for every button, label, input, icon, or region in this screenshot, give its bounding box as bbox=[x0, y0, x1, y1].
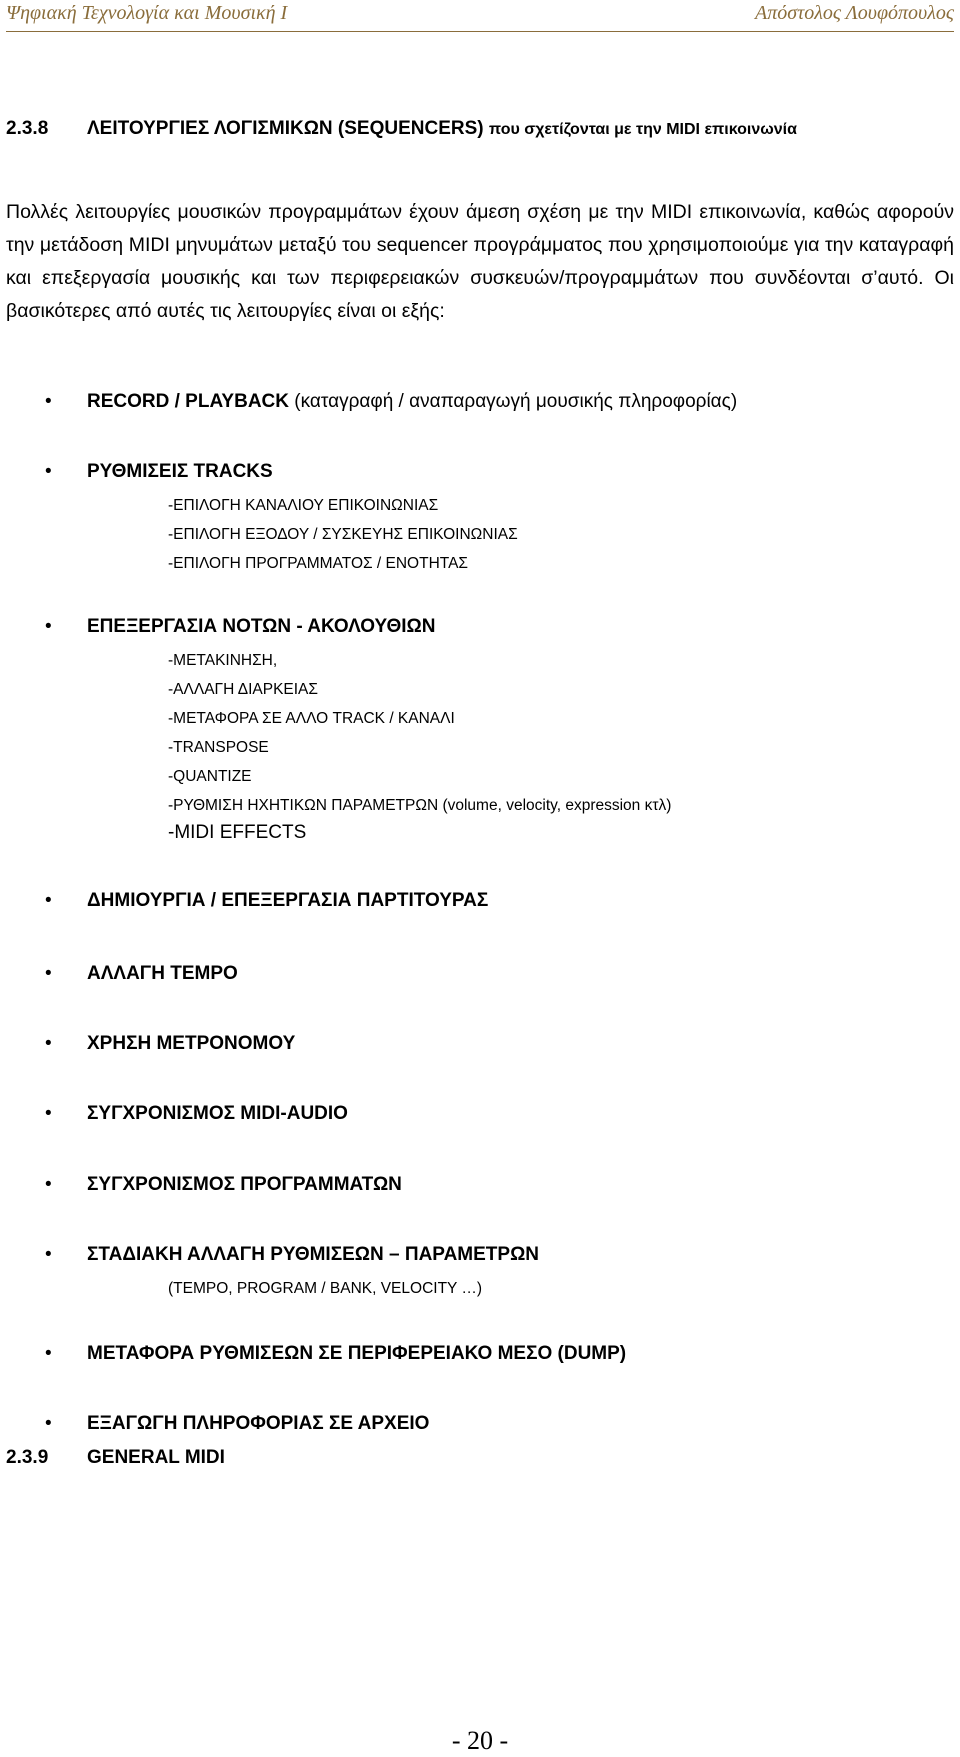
list-item-label: ΕΞΑΓΩΓΗ ΠΛΗΡΟΦΟΡΙΑΣ ΣΕ ΑΡΧΕΙΟ bbox=[87, 1413, 430, 1434]
section-number: 2.3.8 bbox=[6, 118, 49, 139]
list-item-editing bbox=[87, 616, 436, 638]
sub-item: -ΕΠΙΛΟΓΗ ΕΞΟΔΟΥ / ΣΥΣΚΕΥΗΣ ΕΠΙΚΟΙΝΩΝΙΑΣ bbox=[168, 526, 518, 543]
sub-item: (TEMPO, PROGRAM / BANK, VELOCITY …) bbox=[168, 1280, 483, 1297]
header-course-title: Ψηφιακή Τεχνολογία και Μουσική Ι bbox=[6, 2, 288, 24]
header-author: Απόστολος Λουφόπουλος bbox=[755, 2, 954, 24]
header-divider bbox=[6, 31, 954, 32]
section-title: ΛΕΙΤΟΥΡΓΙΕΣ ΛΟΓΙΣΜΙΚΩΝ (SEQUENCERS) bbox=[87, 118, 484, 139]
list-item-metronome bbox=[87, 1033, 295, 1055]
list-item-label: ΣΥΓΧΡΟΝΙΣΜΟΣ MIDI-AUDIO bbox=[87, 1103, 348, 1124]
page-header bbox=[6, 2, 954, 32]
sub-item: -ΑΛΛΑΓΗ ΔΙΑΡΚΕΙΑΣ bbox=[168, 681, 318, 698]
sub-item: -QUANTIZE bbox=[168, 768, 252, 785]
section-heading-2 bbox=[6, 1447, 225, 1469]
intro-paragraph: Πολλές λειτουργίες μουσικών προγραμμάτων έχουν άμεση σχέση με την MIDI επικοινωνία, καθώς αφορούν την μετάδοση MIDI μηνυμάτων μεταξύ του sequencer προγράμματος που χρησιμοποιούμε για την καταγραφή και επεξεργασία μουσικής και των περιφερειακών συσκευών/προγραμμάτων που συνδέονται σ’αυτό. Οι βασικότερες από αυτές τις λειτουργίες είναι οι εξής: bbox=[6, 201, 954, 322]
section-number: 2.3.9 bbox=[6, 1447, 49, 1468]
list-item-label: ΣΥΓΧΡΟΝΙΣΜΟΣ ΠΡΟΓΡΑΜΜΑΤΩΝ bbox=[87, 1174, 402, 1195]
list-item-sync-programs bbox=[87, 1174, 402, 1196]
list-item-label: ΕΠΕΞΕΡΓΑΣΙΑ ΝΟΤΩΝ - ΑΚΟΛΟΥΘΙΩΝ bbox=[87, 616, 436, 637]
list-item-gradual-change bbox=[87, 1244, 539, 1266]
list-item-label: ΜΕΤΑΦΟΡΑ ΡΥΘΜΙΣΕΩΝ ΣΕ ΠΕΡΙΦΕΡΕΙΑΚΟ ΜΕΣΟ (DUMP) bbox=[87, 1343, 627, 1364]
sub-item: -ΜΕΤΑΦΟΡΑ ΣΕ ΑΛΛΟ TRACK / ΚΑΝΑΛΙ bbox=[168, 710, 455, 727]
list-item-label: ΡΥΘΜΙΣΕΙΣ TRACKS bbox=[87, 461, 273, 482]
section-heading bbox=[6, 118, 797, 140]
section-title: GENERAL MIDI bbox=[87, 1447, 225, 1468]
list-item-dump bbox=[87, 1343, 626, 1365]
list-item-label: ΔΗΜΙΟΥΡΓΙΑ / ΕΠΕΞΕΡΓΑΣΙΑ ΠΑΡΤΙΤΟΥΡΑΣ bbox=[87, 890, 489, 911]
list-item-note: (καταγραφή / αναπαραγωγή μουσικής πληροφορίας) bbox=[294, 391, 738, 412]
list-item-score bbox=[87, 890, 488, 912]
page-number: - 20 - bbox=[451, 1726, 509, 1755]
list-item-label: ΧΡΗΣΗ ΜΕΤΡΟΝΟΜΟΥ bbox=[87, 1033, 296, 1054]
list-item-label: ΑΛΛΑΓΗ ΤΕΜΡΟ bbox=[87, 963, 238, 984]
sub-item: -MIDI EFFECTS bbox=[168, 822, 307, 843]
list-item-sync-midi-audio bbox=[87, 1103, 348, 1125]
section-title-suffix: που σχετίζονται με την MIDI επικοινωνία bbox=[488, 121, 797, 138]
sub-item: -ΡΥΘΜΙΣΗ ΗΧΗΤΙΚΩΝ ΠΑΡΑΜΕΤΡΩΝ (volume, velocity, expression κτλ) bbox=[168, 797, 672, 814]
list-item-export bbox=[87, 1413, 429, 1435]
sub-item: -ΕΠΙΛΟΓΗ ΚΑΝΑΛΙΟΥ ΕΠΙΚΟΙΝΩΝΙΑΣ bbox=[168, 497, 439, 514]
sub-item: -ΕΠΙΛΟΓΗ ΠΡΟΓΡΑΜΜΑΤΟΣ / ΕΝΟΤΗΤΑΣ bbox=[168, 555, 469, 572]
list-item-tempo bbox=[87, 963, 238, 985]
list-item-label: RECORD / PLAYBACK bbox=[87, 391, 289, 412]
sub-item: -TRANSPOSE bbox=[168, 739, 269, 756]
list-item-record bbox=[87, 391, 737, 413]
list-item-tracks bbox=[87, 461, 273, 483]
list-item-label: ΣΤΑΔΙΑΚΗ ΑΛΛΑΓΗ ΡΥΘΜΙΣΕΩΝ – ΠΑΡΑΜΕΤΡΩΝ bbox=[87, 1244, 540, 1265]
sub-item: -ΜΕΤΑΚΙΝΗΣΗ, bbox=[168, 652, 278, 669]
